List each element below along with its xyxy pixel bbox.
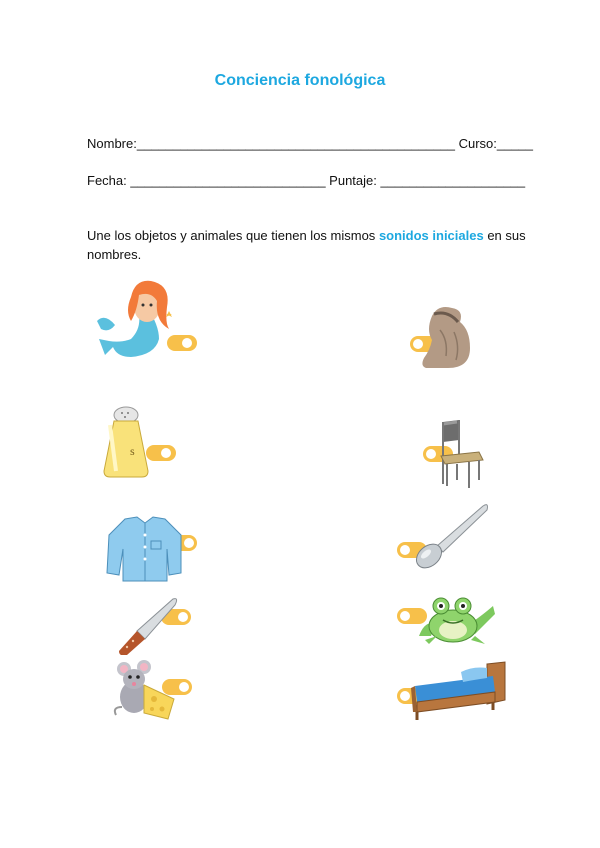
fecha-puntaje-line: Fecha: ___________________________ Puntaje: ____________________ [87,173,526,188]
cuchillo-icon [115,595,195,655]
instruction-after: en sus nombres. [87,228,526,262]
camisa-icon [105,515,197,587]
instruction-before: Une los objetos y animales que tienen los mismos [87,228,379,243]
saco-icon [408,300,478,374]
worksheet-title: Conciencia fonológica [214,72,386,89]
rana-icon [395,590,499,646]
cuchara-icon [395,502,491,572]
instruction-highlight: sonidos iniciales [378,228,484,243]
silla-icon [421,418,487,492]
sirena-icon [95,277,205,367]
nombre-curso-line: Nombre:____________________________________________ Curso:_____ [87,136,534,151]
svg-text:s: s [130,444,135,458]
salero-icon [100,405,180,485]
cama-icon [395,660,507,722]
instruction-text [87,226,527,264]
raton-icon [110,657,194,723]
